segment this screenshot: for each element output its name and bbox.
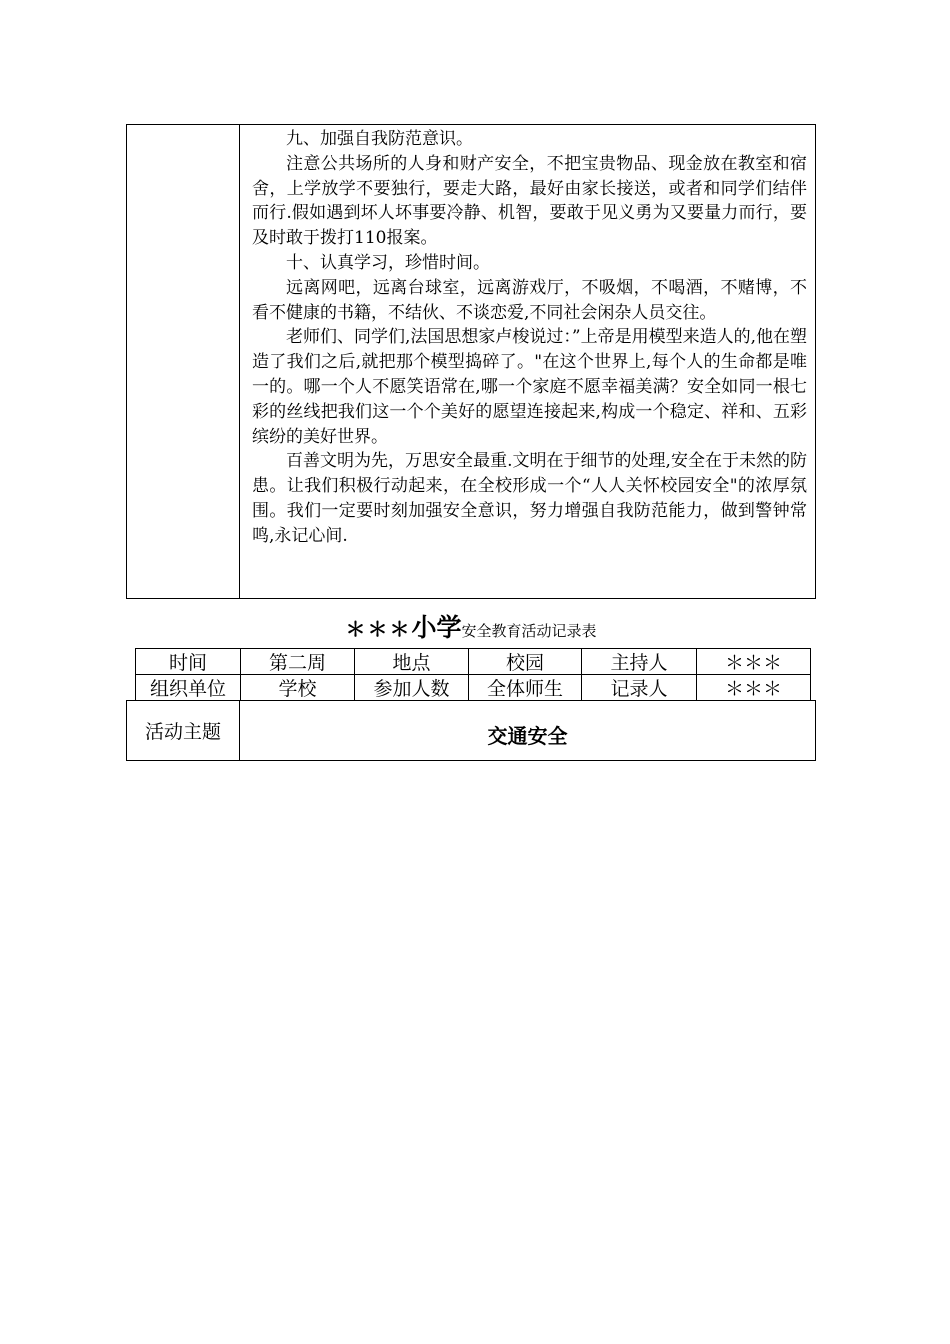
continuation-table	[126, 124, 816, 599]
paragraph-safety-public: 注意公共场所的人身和财产安全，不把宝贵物品、现金放在教室和宿舍，上学放学不要独行，要走大路，最好由家长接送，或者和同学们结伴而行.假如遇到坏人坏事要冷静、机智，要敢于见义勇为又要量力而行，要及时敢于拨打110报案。	[252, 153, 807, 249]
cell-host-value: ＊＊＊	[696, 648, 811, 675]
paragraph-rousseau-quote: 老师们、同学们,法国思想家卢梭说过：”上帝是用模型来造人的,他在塑造了我们之后,就把那个模型捣碎了。"在这个世界上,每个人的生命都是唯一的。哪一个人不愿笑语常在,哪一个家庭不愿幸福美满？安全如同一根七彩的丝线把我们这一个个美好的愿望连接起来,构成一个稳定、祥和、五彩缤纷的美好世界。	[252, 327, 807, 447]
record-row-organizer	[136, 675, 811, 701]
record-title	[126, 608, 816, 644]
record-row-topic	[126, 700, 816, 761]
cell-time-value: 第二周	[240, 648, 355, 675]
paragraph-stay-away: 远离网吧，远离台球室，远离游戏厅，不吸烟，不喝酒，不赌博，不看不健康的书籍，不结伙、不谈恋爱,不同社会闲杂人员交往。	[252, 277, 807, 323]
cell-participants-label: 参加人数	[354, 674, 469, 701]
continuation-content-cell	[240, 125, 815, 598]
paragraph-heading-nine: 九、加强自我防范意识。	[286, 129, 473, 149]
continuation-label-cell	[127, 125, 240, 598]
paragraph-civility-safety: 百善文明为先，万思安全最重.文明在于细节的处理,安全在于未然的防患。让我们积极行动起来，在全校形成一个“人人关怀校园安全"的浓厚氛围。我们一定要时刻加强安全意识，努力增强自我防范能力，做到警钟常鸣,永记心间.	[252, 451, 807, 546]
title-subtitle: 安全教育活动记录表	[461, 622, 597, 640]
cell-participants-value: 全体师生	[468, 674, 582, 701]
cell-recorder-value: ＊＊＊	[696, 674, 811, 701]
title-stars: ＊＊＊	[345, 617, 412, 641]
cell-place-value: 校园	[468, 648, 582, 675]
cell-recorder-label: 记录人	[581, 674, 697, 701]
cell-host-label: 主持人	[581, 648, 697, 675]
title-school: 小学	[411, 613, 462, 642]
cell-topic-label: 活动主题	[127, 701, 240, 760]
record-row-time	[136, 649, 811, 675]
cell-organizer-value: 学校	[240, 674, 355, 701]
cell-time-label: 时间	[135, 648, 241, 675]
cell-topic-value: 交通安全	[487, 724, 568, 748]
paragraph-heading-ten: 十、认真学习，珍惜时间。	[286, 252, 490, 273]
cell-organizer-label: 组织单位	[135, 674, 241, 701]
cell-place-label: 地点	[354, 648, 469, 675]
